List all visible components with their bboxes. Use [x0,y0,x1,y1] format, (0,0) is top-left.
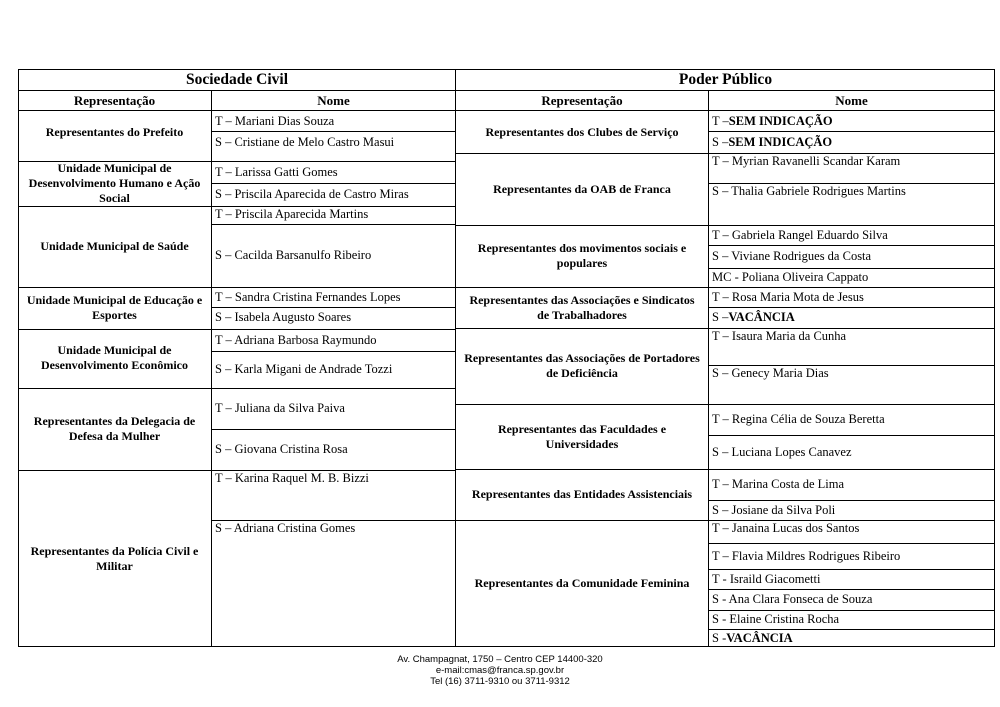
member-role: S - Elaine Cristina Rocha [712,612,840,626]
representacao-unidade-municipal-de-desenvolvimento-humano-e-acao-social: Unidade Municipal de Desenvolvimento Humano e Ação Social [28,160,201,205]
member-name: T – Priscila Aparecida Martins [215,207,369,221]
member-name: T – Larissa Gatti Gomes [215,164,338,179]
council-table [18,69,995,647]
representacao-representantes-do-prefeito: Representantes do Prefeito [45,124,184,139]
footer-phone: Tel (16) 3711-9310 ou 3711-9312 [430,676,570,687]
member-name: S – Giovana Cristina Rosa [215,441,348,456]
member-name [708,245,995,268]
member-role: S – Josiane da Silva Poli [712,502,836,517]
member-status: VACÂNCIA [726,630,793,645]
sociedade-civil-table [18,69,456,647]
member-name [708,365,995,404]
member-name: S – Adriana Cristina Gomes [215,521,356,535]
member-name [708,268,995,287]
member-name: T – Sandra Cristina Fernandes Lopes [215,289,401,304]
member-name [708,520,995,543]
member-status: VACÂNCIA [728,310,795,324]
member-status: SEM INDICAÇÃO [728,113,833,128]
member-role: S - Ana Clara Fonseca de Souza [712,592,873,606]
member-role: S – Luciana Lopes Canavez [712,444,852,459]
member-name: S – Cacilda Barsanulfo Ribeiro [215,247,372,262]
member-name [708,404,995,435]
member-name: T – Juliana da Silva Paiva [215,401,345,415]
member-name [708,543,995,569]
representacao-representantes-dos-clubes-de-servico: Representantes dos Clubes de Serviço [485,124,679,139]
member-name: T – Mariani Dias Souza [215,113,335,128]
member-role: T – Marina Costa de Lima [712,477,845,491]
member-name [708,610,995,629]
member-role: T – Isaura Maria da Cunha [712,329,847,343]
member-name [708,111,995,131]
representacao-unidade-municipal-de-educacao-e-esportes: Unidade Municipal de Educação e Esportes [26,292,203,322]
member-role: S – Viviane Rodrigues da Costa [712,249,872,263]
member-name: T – Karina Raquel M. B. Bizzi [215,471,369,485]
representacao-representantes-dos-movimentos-sociais-e-populares: Representantes dos movimentos sociais e populares [477,241,687,270]
member-name: S – Cristiane de Melo Castro Masui [215,134,395,149]
member-name [708,153,995,183]
member-name: S – Priscila Aparecida de Castro Miras [215,186,409,201]
representacao-representantes-da-oab-de-franca: Representantes da OAB de Franca [493,181,671,196]
right-header-representacao: Representação [541,92,623,108]
representacao-representantes-das-faculdades-e-universidades: Representantes das Faculdades e Universidades [497,421,667,451]
representacao-representantes-da-comunidade-feminina: Representantes da Comunidade Feminina [474,576,690,590]
member-name [708,469,995,500]
member-name [708,569,995,589]
member-name: S – Karla Migani de Andrade Tozzi [215,361,393,376]
footer-address: Av. Champagnat, 1750 – Centro CEP 14400-320 [397,654,603,665]
left-header-representacao: Representação [73,92,156,108]
member-role: T – Regina Célia de Souza Beretta [712,412,885,426]
member-role: S – Thalia Gabriele Rodrigues Martins [712,184,906,198]
member-role: T – [712,113,729,128]
member-role: T - Israild Giacometti [712,571,821,586]
member-role: T – Flavia Mildres Rodrigues Ribeiro [712,548,901,563]
member-name [708,225,995,245]
left-header-nome: Nome [317,92,350,108]
member-name [708,287,995,307]
member-name [708,629,995,647]
right-header-nome: Nome [835,92,868,108]
member-role: T – Gabriela Rangel Eduardo Silva [712,227,888,242]
representacao-representantes-da-delegacia-de-defesa-da-mulher: Representantes da Delegacia de Defesa da Mulher [33,413,196,443]
member-role: S – [712,134,729,149]
member-name [708,131,995,153]
representacao-representantes-da-policia-civil-e-militar: Representantes da Polícia Civil e Militar [30,543,199,573]
member-name [708,328,995,365]
member-role: T – Myrian Ravanelli Scandar Karam [712,154,901,168]
member-name: S – Isabela Augusto Soares [215,310,352,324]
right-section-title: Poder Público [678,71,773,88]
member-role: T – Janaina Lucas dos Santos [712,521,860,535]
footer-email: e-mail:cmas@franca.sp.gov.br [435,665,565,676]
representacao-unidade-municipal-de-saude: Unidade Municipal de Saúde [40,238,189,253]
member-name [708,435,995,469]
member-name [708,589,995,610]
member-role: S – [712,310,729,324]
member-role: S - [712,630,727,645]
representacao-unidade-municipal-de-desenvolvimento-economico: Unidade Municipal de Desenvolvimento Econômico [41,343,188,372]
poder-publico-table [456,69,995,647]
member-name [708,500,995,520]
representacao-representantes-das-entidades-assistenciais: Representantes das Entidades Assistenciais [471,487,693,501]
member-name: T – Adriana Barbosa Raymundo [215,332,377,347]
member-role: S – Genecy Maria Dias [712,366,829,380]
member-name [708,183,995,225]
member-role: T – Rosa Maria Mota de Jesus [712,289,864,304]
member-status: SEM INDICAÇÃO [728,134,833,149]
member-role: MC - Poliana Oliveira Cappato [712,270,869,284]
left-section-title: Sociedade Civil [185,71,289,88]
representacao-representantes-das-associacoes-de-portadores-de-deficiencia: Representantes das Associações de Portadores de Deficiência [464,351,700,380]
representacao-representantes-das-associacoes-e-sindicatos-de-trabalhadores: Representantes das Associações e Sindicatos de Trabalhadores [469,292,695,322]
member-name [708,307,995,328]
